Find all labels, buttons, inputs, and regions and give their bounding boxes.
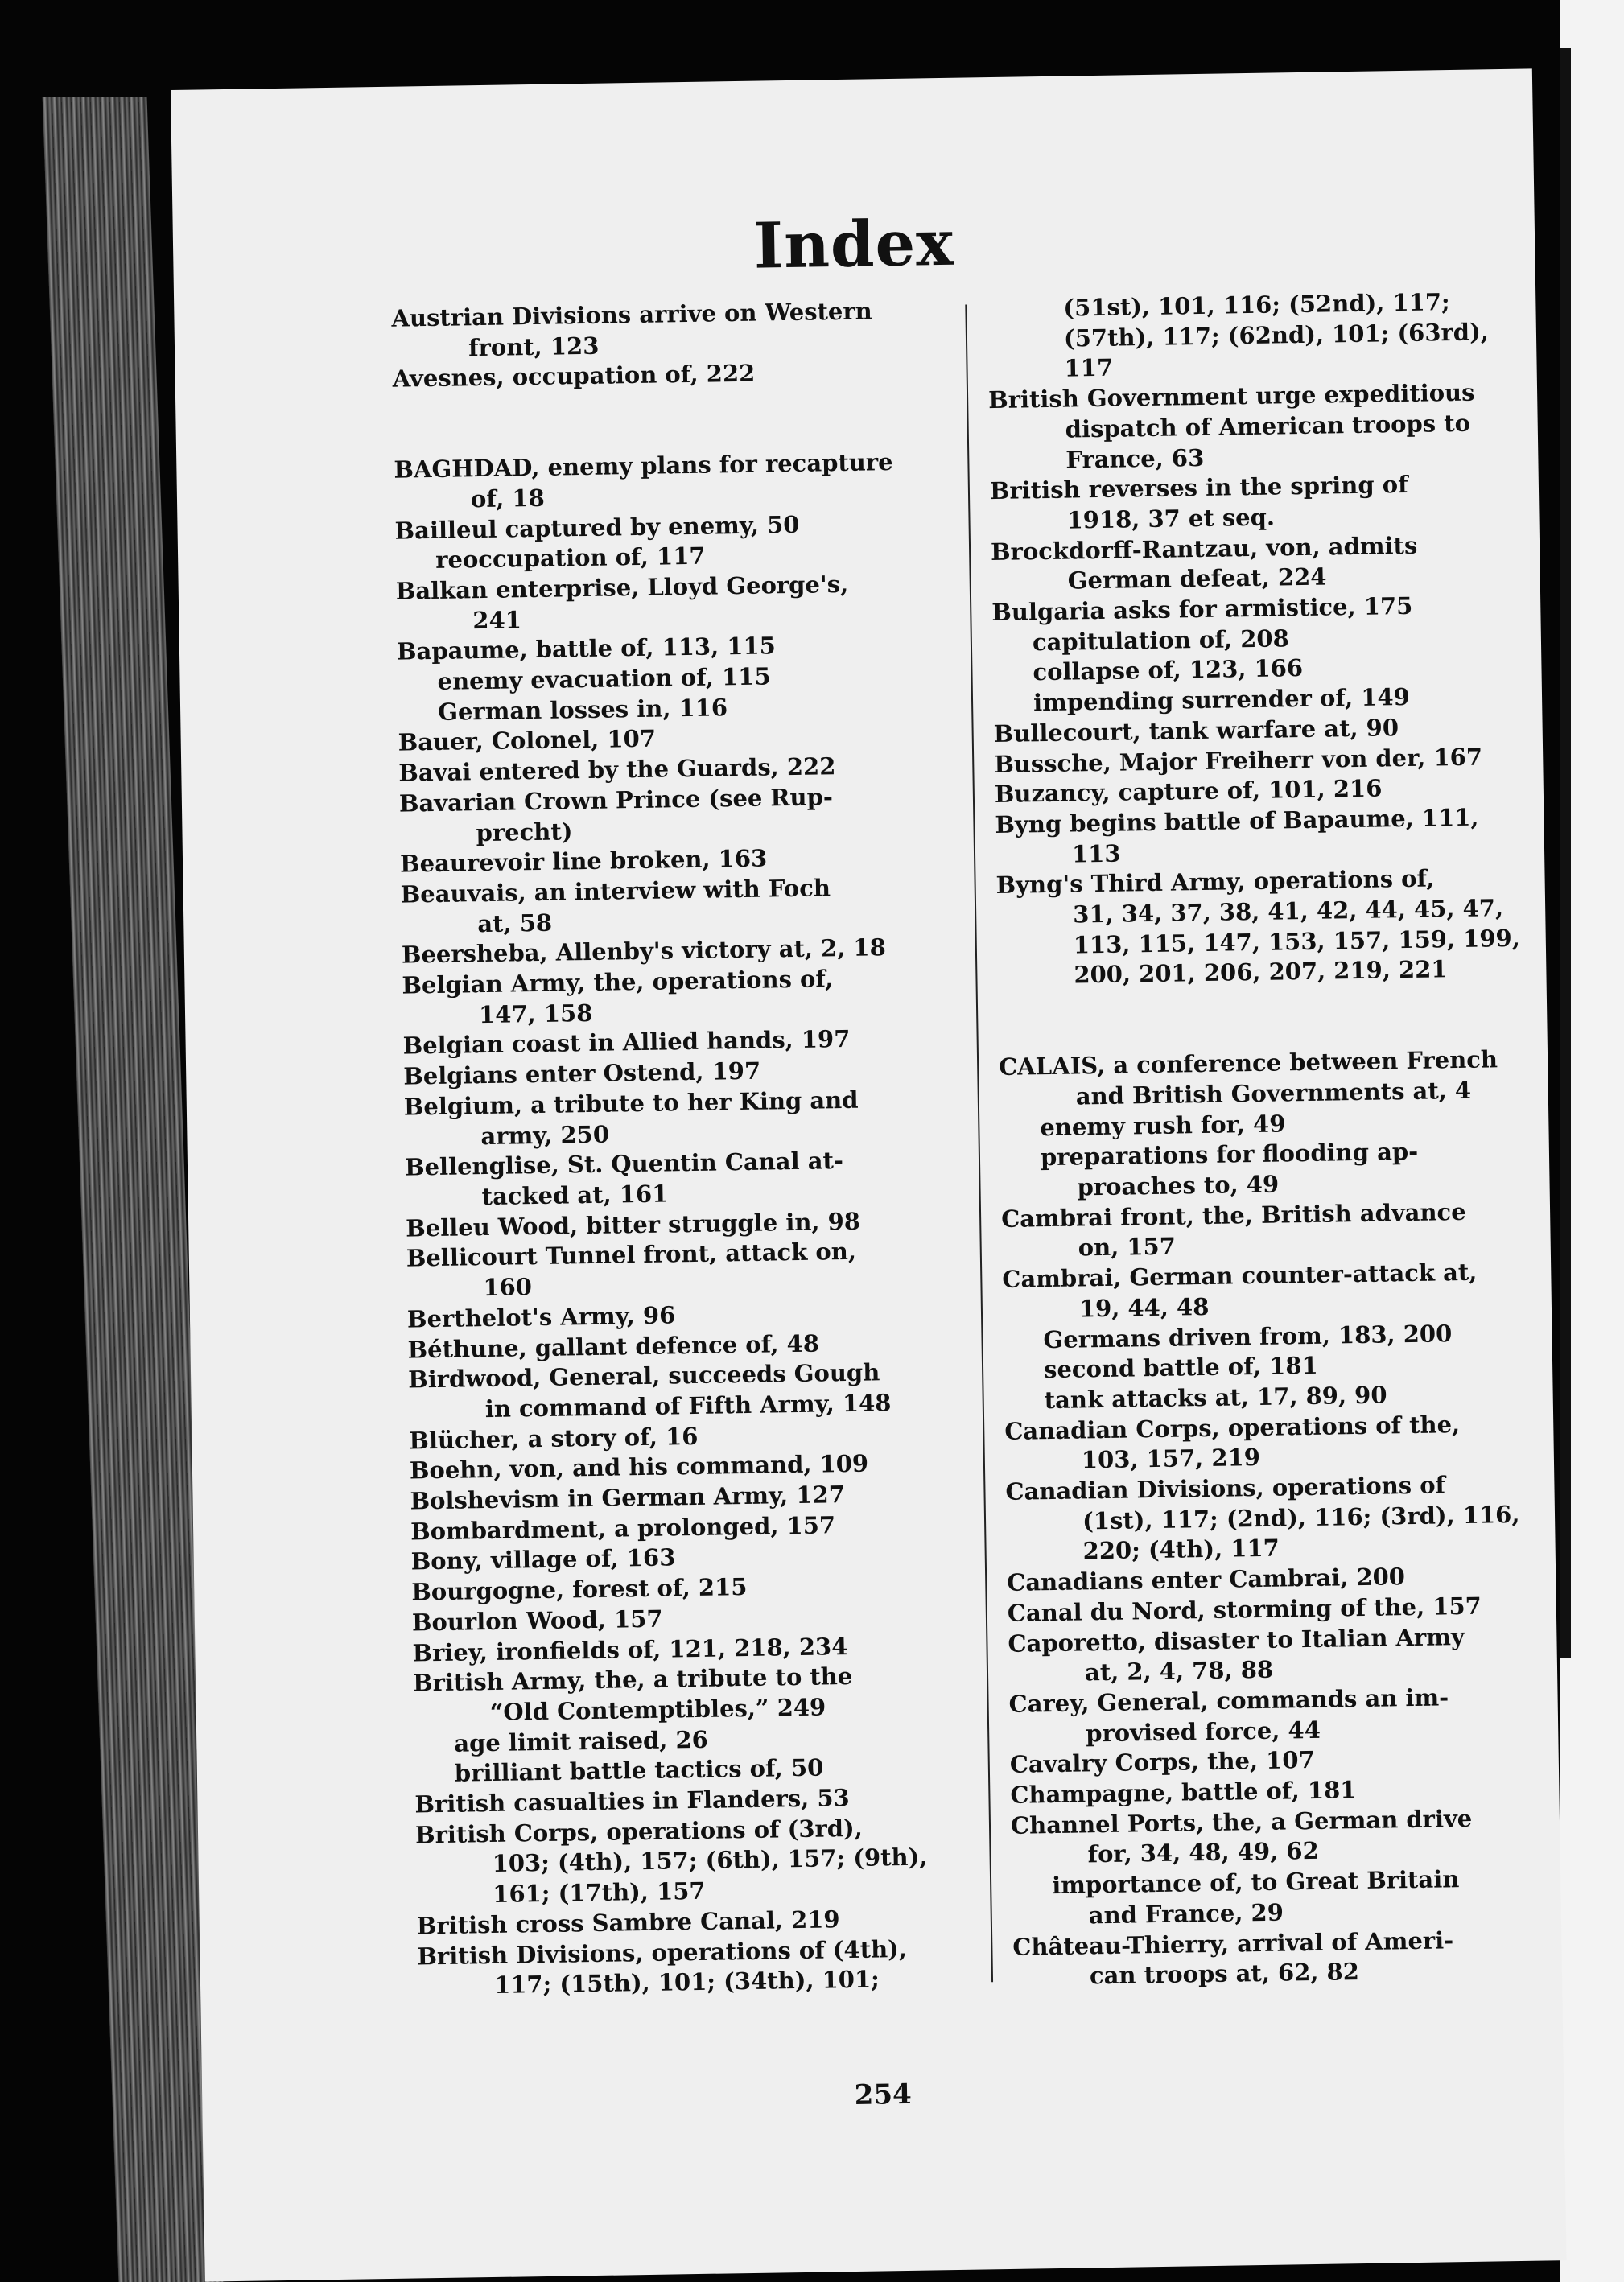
index-entry-continuation: precht) (476, 817, 573, 846)
index-entry: British Corps, operations of (3rd), (414, 1814, 864, 1849)
index-page (171, 68, 1567, 2281)
index-entry-continuation: 117 (1064, 354, 1114, 383)
index-entry-continuation: France, 63 (1065, 443, 1205, 474)
index-entry: Brockdorff-Rantzau, von, admits (990, 531, 1418, 566)
index-entry: Béthune, gallant defence of, 48 (407, 1329, 820, 1364)
index-entry: British Government urge expeditious (987, 378, 1475, 414)
index-entry-continuation: 117; (15th), 101; (34th), 101; (493, 1965, 880, 2000)
index-entry-continuation: 103, 157, 219 (1081, 1444, 1261, 1474)
index-entry: Bauer, Colonel, 107 (398, 725, 657, 757)
index-entry: Balkan enterprise, Lloyd George's, (395, 570, 849, 605)
index-entry: British Army, the, a tribute to the (412, 1662, 853, 1697)
index-entry: British Divisions, operations of (4th), (417, 1934, 908, 1971)
index-entry-continuation: 161; (17th), 157 (493, 1876, 706, 1909)
index-entry-continuation: 241 (472, 605, 522, 634)
index-entry: Cambrai, German counter-attack at, (1002, 1258, 1478, 1294)
index-entry-continuation: front, 123 (468, 332, 600, 361)
index-entry: Belgium, a tribute to her King and (403, 1085, 859, 1121)
index-entry-continuation: German defeat, 224 (1067, 562, 1327, 595)
index-entry: Bellicourt Tunnel front, attack on, (406, 1238, 857, 1272)
index-entry-continuation: army, 250 (480, 1120, 610, 1150)
index-entry: Bourlon Wood, 157 (411, 1604, 663, 1637)
index-entry: Byng begins battle of Bapaume, 111, (995, 803, 1479, 838)
index-subentry: German losses in, 116 (437, 693, 728, 726)
index-entry-continuation: 160 (483, 1273, 533, 1302)
index-entry: Canadian Corps, operations of the, (1004, 1410, 1461, 1445)
index-entry-continuation: for, 34, 48, 49, 62 (1087, 1837, 1320, 1868)
section-spacer (393, 386, 949, 455)
index-entry-continuation: proaches to, 49 (1077, 1170, 1280, 1201)
index-entry: Beauvais, an interview with Foch (400, 874, 831, 908)
index-entry-continuation: at, 2, 4, 78, 88 (1084, 1655, 1274, 1687)
index-entry-continuation: 1918, 37 et seq. (1066, 503, 1276, 534)
index-entry: Avesnes, occupation of, 222 (392, 360, 756, 393)
index-subentry: enemy rush for, 49 (1040, 1109, 1286, 1141)
index-subentry: reoccupation of, 117 (435, 542, 706, 575)
index-subentry: capitulation of, 208 (1032, 624, 1290, 656)
index-entry: Canadians enter Cambrai, 200 (1006, 1563, 1406, 1597)
index-subentry: preparations for flooding ap- (1040, 1138, 1419, 1172)
index-entry-continuation: (57th), 117; (62nd), 101; (63rd), (1063, 318, 1490, 352)
index-entry-continuation: and France, 29 (1088, 1898, 1284, 1930)
index-entry-continuation: can troops at, 62, 82 (1089, 1958, 1360, 1990)
index-subentry: age limit raised, 26 (454, 1725, 709, 1757)
index-entry: Champagne, battle of, 181 (1010, 1776, 1357, 1809)
index-entry-continuation: “Old Contemptibles,” 249 (489, 1693, 826, 1726)
index-entry: Bavai entered by the Guards, 222 (398, 752, 836, 787)
index-entry: Bavarian Crown Prince (see Rup- (398, 783, 834, 818)
index-entry: Bony, village of, 163 (410, 1543, 676, 1576)
index-entry-continuation: dispatch of American troops to (1065, 409, 1471, 443)
index-entry-continuation: 31, 34, 37, 38, 41, 42, 44, 45, 47, (1072, 894, 1504, 929)
index-entry: Canal du Nord, storming of the, 157 (1007, 1592, 1482, 1627)
index-entry: British cross Sambre Canal, 219 (416, 1905, 840, 1940)
index-entry: Belgians enter Ostend, 197 (403, 1057, 761, 1090)
index-entry: Château-Thierry, arrival of Ameri- (1012, 1926, 1454, 1961)
index-entry: Canadian Divisions, operations of (1005, 1471, 1446, 1506)
index-subentry: brilliant battle tactics of, 50 (454, 1753, 824, 1788)
index-entry: Buzancy, capture of, 101, 216 (994, 774, 1383, 809)
index-entry: Bellenglise, St. Quentin Canal at- (404, 1147, 844, 1181)
index-entry: Bolshevism in German Army, 127 (410, 1481, 846, 1515)
index-entry-continuation: provised force, 44 (1085, 1716, 1321, 1748)
page-number: 254 (854, 2078, 913, 2111)
index-subentry: importance of, to Great Britain (1051, 1865, 1460, 1900)
index-subentry: Germans driven from, 183, 200 (1043, 1319, 1453, 1353)
index-entry: Bussche, Major Freiherr von der, 167 (994, 743, 1483, 778)
index-entry-continuation: on, 157 (1078, 1232, 1177, 1262)
index-entry: Belgian coast in Allied hands, 197 (402, 1025, 851, 1061)
index-entry: Cambrai front, the, British advance (1000, 1197, 1466, 1233)
index-entry-continuation: tacked at, 161 (481, 1180, 669, 1211)
index-entry: Bombardment, a prolonged, 157 (410, 1510, 836, 1546)
index-entry: Birdwood, General, succeeds Gough (407, 1358, 880, 1394)
index-subentry: collapse of, 123, 166 (1033, 654, 1304, 686)
index-entry-continuation: 200, 201, 206, 207, 219, 221 (1074, 955, 1448, 989)
index-entry: Belgian Army, the, operations of, (402, 965, 834, 999)
index-entry-continuation: 103; (4th), 157; (6th), 157; (9th), (492, 1843, 928, 1878)
index-entry-continuation: in command of Fifth Army, 148 (484, 1389, 892, 1423)
index-column-right (987, 286, 1568, 1993)
index-subentry: tank attacks at, 17, 89, 90 (1044, 1381, 1387, 1415)
index-entry-continuation: and British Governments at, 4 (1075, 1076, 1472, 1110)
index-entry: Bailleul captured by enemy, 50 (394, 510, 800, 545)
index-entry: Carey, General, commands an im- (1008, 1683, 1449, 1718)
index-entry-continuation: at, 58 (477, 908, 553, 937)
index-entry: BAGHDAD, enemy plans for recapture (394, 448, 893, 484)
index-entry-continuation: (51st), 101, 116; (52nd), 117; (1063, 288, 1450, 322)
section-spacer (998, 983, 1554, 1052)
index-entry-continuation: 220; (4th), 117 (1082, 1534, 1280, 1565)
index-column-left (391, 295, 973, 2003)
index-entry: Cavalry Corps, the, 107 (1009, 1746, 1315, 1779)
index-entry: Beaurevoir line broken, 163 (399, 844, 768, 878)
index-entry: British reverses in the spring of (989, 471, 1408, 505)
index-entry-continuation: 113, 115, 147, 153, 157, 159, 199, (1073, 924, 1521, 959)
index-entry: Boehn, von, and his command, 109 (409, 1449, 869, 1485)
facing-page-edge (1560, 0, 1624, 2282)
index-entry: Austrian Divisions arrive on Western (391, 297, 872, 332)
index-entry: Berthelot's Army, 96 (406, 1301, 676, 1333)
column-divider (965, 304, 993, 1982)
index-entry: British casualties in Flanders, 53 (414, 1784, 850, 1819)
index-entry: CALAIS, a conference between French (998, 1045, 1498, 1081)
index-entry: Bapaume, battle of, 113, 115 (396, 632, 777, 665)
index-entry-continuation: 147, 158 (478, 999, 593, 1028)
index-entry-continuation: 113 (1071, 839, 1121, 868)
index-subentry: second battle of, 181 (1043, 1352, 1318, 1384)
index-entry: Byng's Third Army, operations of, (995, 864, 1435, 900)
index-entry-continuation: 19, 44, 48 (1078, 1292, 1210, 1323)
index-entry: Belleu Wood, bitter struggle in, 98 (405, 1207, 861, 1242)
index-entry: Blücher, a story of, 16 (409, 1422, 699, 1455)
index-subentry: enemy evacuation of, 115 (437, 662, 771, 695)
index-entry: Briey, ironfields of, 121, 218, 234 (412, 1632, 848, 1667)
index-entry-continuation: of, 18 (470, 484, 546, 513)
index-subentry: impending surrender of, 149 (1033, 683, 1411, 717)
index-entry: Channel Ports, the, a German drive (1010, 1804, 1473, 1839)
page-title: Index (752, 206, 955, 283)
index-entry: Beersheba, Allenby's victory at, 2, 18 (401, 933, 887, 969)
index-entry-continuation: (1st), 117; (2nd), 116; (3rd), 116, (1082, 1500, 1520, 1535)
index-entry: Bulgaria asks for armistice, 175 (991, 591, 1413, 627)
index-entry: Bullecourt, tank warfare at, 90 (993, 713, 1399, 748)
index-entry: Caporetto, disaster to Italian Army (1008, 1622, 1465, 1658)
index-entry: Bourgogne, forest of, 215 (411, 1573, 748, 1606)
